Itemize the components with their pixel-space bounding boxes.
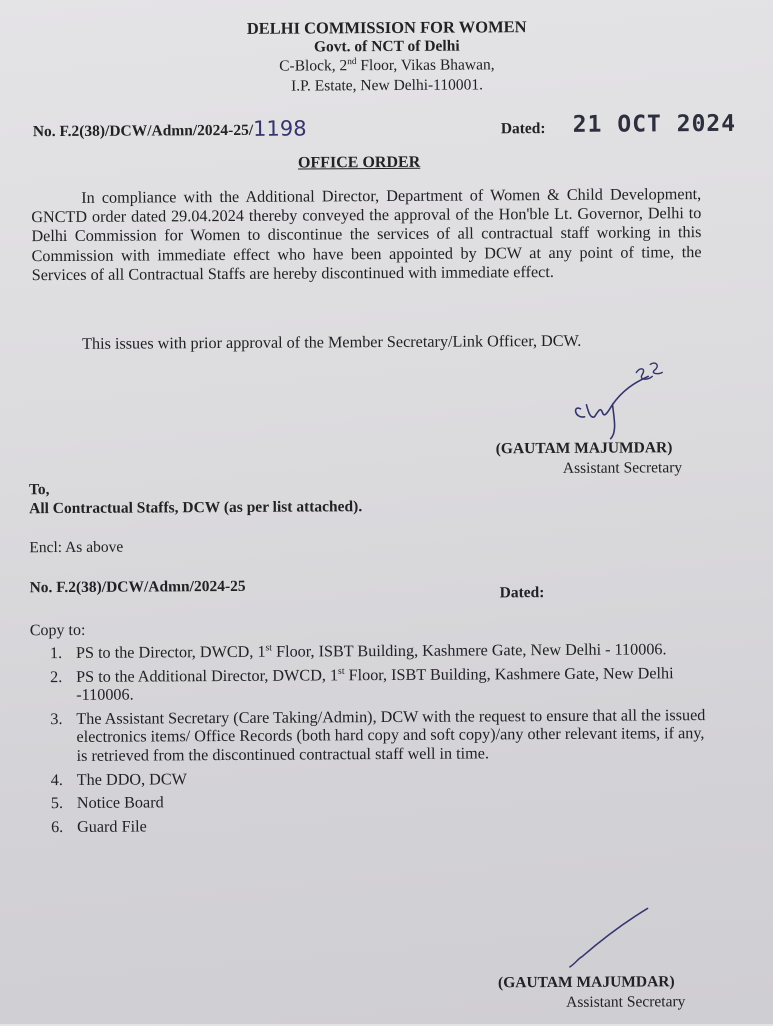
list-item: 6. Guard File [50, 817, 147, 836]
copy-to-label: Copy to: [29, 621, 86, 640]
list-item: 1. PS to the Director, DWCD, 1st Floor, ISBT Building, Kashmere Gate, New Delhi - 110006. [49, 640, 667, 663]
address-line-1: C-Block, 2nd Floor, Vikas Bhawan, [279, 56, 495, 75]
signatory-name-2: (GAUTAM MAJUMDAR) [497, 973, 675, 992]
date-stamp: 21 OCT 2024 [572, 110, 737, 138]
ref-number-2: No. F.2(38)/DCW/Admn/2024-25 [29, 577, 246, 597]
document-title: OFFICE ORDER [297, 153, 421, 172]
list-item: 3. The Assistant Secretary (Care Taking/Admin), DCW with the request to ensure that all the issued electronics items/ Office Records (both hard copy and soft copy)/any other relevant items, if any, is retrieved from the discontinued contractual staff well in time. [50, 705, 706, 765]
enclosure: Encl: As above [29, 538, 124, 557]
signatory-designation-1: Assistant Secretary [562, 459, 683, 477]
recipient: All Contractual Staffs, DCW (as per list attached). [29, 498, 363, 518]
address-line-2: I.P. Estate, New Delhi-110001. [291, 76, 483, 95]
copy-to-list [28, 640, 719, 842]
signature-scribble-2 [566, 904, 656, 971]
dated-label: Dated: [500, 120, 546, 138]
signatory-designation-2: Assistant Secretary [566, 993, 686, 1011]
list-item: 4. The DDO, DCW [50, 769, 187, 789]
list-item: 2. PS to the Additional Director, DWCD, 1st Floor, ISBT Building, Kashmere Gate, New Delhi -110006. [50, 663, 674, 705]
dated-label-2: Dated: [499, 584, 545, 602]
body-paragraph-1: In compliance with the Additional Director, Department of Women & Child Development, GNCTD order dated 29.04.2024 thereby conveyed the approval of the Hon'ble Lt. Governor, Delhi to Delhi Commission for Women to discontinue the services of all contractual staff working in this Commission with immediate effect who have been appointed by DCW at any point of time, the Services of all Contractual Staffs are hereby discontinued with immediate effect. [31, 185, 702, 284]
signature-scribble-1 [562, 360, 672, 441]
govt-name: Govt. of NCT of Delhi [313, 37, 460, 56]
body-paragraph-2: This issues with prior approval of the Member Secretary/Link Officer, DCW. [82, 331, 582, 353]
handwritten-ref-number: 1198 [253, 116, 307, 141]
org-name: DELHI COMMISSION FOR WOMEN [246, 17, 527, 38]
ref-number: No. F.2(38)/DCW/Admn/2024-25/1198 [32, 116, 307, 141]
signatory-name-1: (GAUTAM MAJUMDAR) [495, 439, 673, 458]
to-label: To, [28, 481, 50, 499]
list-item: 5. Notice Board [50, 793, 164, 813]
